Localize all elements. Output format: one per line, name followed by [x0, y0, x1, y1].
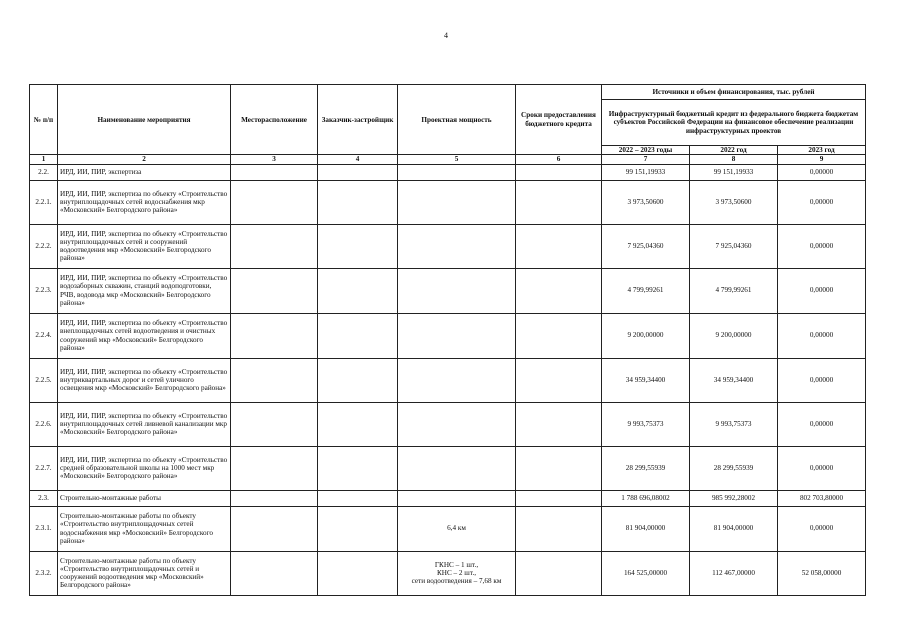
- row-name: ИРД, ИИ, ПИР, экспертиза по объекту «Строительство водозаборных скважин, станций водоподготовки, РЧВ, водовода мкр «Московский» Белгородского района»: [58, 268, 231, 313]
- row-total: 7 925,04360: [602, 224, 690, 268]
- row-terms: [516, 180, 602, 224]
- row-capacity: [398, 358, 516, 402]
- row-number: 2.2.6.: [30, 402, 58, 446]
- row-customer: [318, 358, 398, 402]
- row-total: 34 959,34400: [602, 358, 690, 402]
- row-capacity: [398, 446, 516, 490]
- row-2023: 0,00000: [778, 164, 866, 180]
- row-number: 2.2.5.: [30, 358, 58, 402]
- row-name: ИРД, ИИ, ПИР, экспертиза по объекту «Строительство внутриквартальных дорог и сетей уличного освещения мкр «Московский» Белгородского района»: [58, 358, 231, 402]
- row-terms: [516, 506, 602, 551]
- row-total: 9 993,75373: [602, 402, 690, 446]
- header-terms: Сроки предоставления бюджетного кредита: [516, 85, 602, 155]
- row-location: [231, 358, 318, 402]
- row-location: [231, 224, 318, 268]
- row-location: [231, 164, 318, 180]
- table-row: [30, 164, 866, 180]
- row-number: 2.2.1.: [30, 180, 58, 224]
- row-location: [231, 551, 318, 595]
- page-number: 4: [444, 31, 448, 40]
- row-2022: 112 467,00000: [690, 551, 778, 595]
- row-2023: 0,00000: [778, 402, 866, 446]
- header-credit: Инфраструктурный бюджетный кредит из федерального бюджета бюджетам субъектов Российской Федерации на финансовое обеспечение реализации инфраструктурных проектов: [602, 100, 866, 146]
- column-number: 8: [690, 155, 778, 164]
- row-number: 2.2.: [30, 164, 58, 180]
- table-row: [30, 313, 866, 358]
- table-row: [30, 551, 866, 595]
- row-name: ИРД, ИИ, ПИР, экспертиза по объекту «Строительство внутриплощадочных сетей ливневой канализации мкр «Московский» Белгородского района»: [58, 402, 231, 446]
- header-location: Месторасположение: [231, 85, 318, 155]
- row-terms: [516, 268, 602, 313]
- row-2023: 52 058,00000: [778, 551, 866, 595]
- row-total: 164 525,00000: [602, 551, 690, 595]
- column-number: 9: [778, 155, 866, 164]
- row-customer: [318, 164, 398, 180]
- row-name: Строительно-монтажные работы: [58, 490, 231, 506]
- column-number: 1: [30, 155, 58, 164]
- table-row: [30, 490, 866, 506]
- row-customer: [318, 224, 398, 268]
- row-total: 4 799,99261: [602, 268, 690, 313]
- row-terms: [516, 402, 602, 446]
- row-total: 1 788 696,08002: [602, 490, 690, 506]
- row-capacity: [398, 313, 516, 358]
- row-customer: [318, 446, 398, 490]
- row-number: 2.2.2.: [30, 224, 58, 268]
- row-location: [231, 506, 318, 551]
- row-2023: 802 703,80000: [778, 490, 866, 506]
- row-customer: [318, 402, 398, 446]
- column-number: 2: [58, 155, 231, 164]
- row-2022: 81 904,00000: [690, 506, 778, 551]
- row-2022: 28 299,55939: [690, 446, 778, 490]
- row-customer: [318, 313, 398, 358]
- row-name: ИРД, ИИ, ПИР, экспертиза по объекту «Строительство внутриплощадочных сетей и сооружений водоотведения мкр «Московский» Белгородского района»: [58, 224, 231, 268]
- column-number: 7: [602, 155, 690, 164]
- table-row: [30, 224, 866, 268]
- header-customer: Заказчик-застройщик: [318, 85, 398, 155]
- row-number: 2.2.3.: [30, 268, 58, 313]
- row-2022: 4 799,99261: [690, 268, 778, 313]
- row-2022: 99 151,19933: [690, 164, 778, 180]
- row-2022: 9 993,75373: [690, 402, 778, 446]
- row-number: 2.2.7.: [30, 446, 58, 490]
- row-2023: 0,00000: [778, 224, 866, 268]
- capacity-line: 6,4 км: [447, 524, 466, 533]
- row-capacity: [398, 490, 516, 506]
- capacity-line: КНС – 2 шт.,: [436, 568, 477, 577]
- row-location: [231, 446, 318, 490]
- header-2022: 2022 год: [690, 146, 778, 155]
- row-capacity: [398, 180, 516, 224]
- row-customer: [318, 268, 398, 313]
- row-2023: 0,00000: [778, 180, 866, 224]
- header-sources: Источники и объем финансирования, тыс. рублей: [602, 85, 866, 100]
- row-2023: 0,00000: [778, 268, 866, 313]
- row-total: 9 200,00000: [602, 313, 690, 358]
- header-2023: 2023 год: [778, 146, 866, 155]
- row-number: 2.3.: [30, 490, 58, 506]
- row-capacity: [398, 224, 516, 268]
- row-2022: 7 925,04360: [690, 224, 778, 268]
- row-2023: 0,00000: [778, 313, 866, 358]
- row-2023: 0,00000: [778, 358, 866, 402]
- column-number: 5: [398, 155, 516, 164]
- row-terms: [516, 164, 602, 180]
- row-name: ИРД, ИИ, ПИР, экспертиза: [58, 164, 231, 180]
- table-row: [30, 358, 866, 402]
- capacity-line: ГКНС – 1 шт.,: [434, 560, 479, 569]
- table-body: [30, 164, 866, 595]
- row-terms: [516, 224, 602, 268]
- header-name: Наименование мероприятия: [58, 85, 231, 155]
- row-2023: 0,00000: [778, 506, 866, 551]
- row-customer: [318, 506, 398, 551]
- header-no: № п/п: [30, 85, 58, 155]
- row-customer: [318, 180, 398, 224]
- row-location: [231, 402, 318, 446]
- row-location: [231, 313, 318, 358]
- capacity-line: сети водоотведения – 7,68 км: [411, 577, 502, 586]
- column-number: 6: [516, 155, 602, 164]
- row-capacity: [398, 164, 516, 180]
- row-terms: [516, 490, 602, 506]
- table-row: [30, 506, 866, 551]
- row-capacity: [398, 268, 516, 313]
- row-total: 28 299,55939: [602, 446, 690, 490]
- row-name: ИРД, ИИ, ПИР, экспертиза по объекту «Строительство средней образовательной школы на 1000 мест мкр «Московский» Белгородского района»: [58, 446, 231, 490]
- row-customer: [318, 490, 398, 506]
- row-total: 3 973,50600: [602, 180, 690, 224]
- row-2022: 9 200,00000: [690, 313, 778, 358]
- row-2022: 3 973,50600: [690, 180, 778, 224]
- table-row: [30, 180, 866, 224]
- row-number: 2.3.1.: [30, 506, 58, 551]
- row-name: Строительно-монтажные работы по объекту «Строительство внутриплощадочных сетей и сооружений водоотведения мкр «Московский» Белгородского района»: [58, 551, 231, 595]
- row-terms: [516, 313, 602, 358]
- column-number: 4: [318, 155, 398, 164]
- row-2022: 985 992,28002: [690, 490, 778, 506]
- row-capacity: [398, 551, 516, 595]
- financing-table: [29, 84, 866, 596]
- table-row: [30, 446, 866, 490]
- row-name: ИРД, ИИ, ПИР, экспертиза по объекту «Строительство внутриплощадочных сетей водоснабжения мкр «Московский» Белгородского района»: [58, 180, 231, 224]
- table-row: [30, 268, 866, 313]
- row-name: Строительно-монтажные работы по объекту «Строительство внутриплощадочных сетей водоснабжения мкр «Московский» Белгородского района»: [58, 506, 231, 551]
- row-location: [231, 180, 318, 224]
- row-capacity: [398, 402, 516, 446]
- table-row: [30, 402, 866, 446]
- row-name: ИРД, ИИ, ПИР, экспертиза по объекту «Строительство внеплощадочных сетей водоотведения и очистных сооружений мкр «Московский» Белгородского района»: [58, 313, 231, 358]
- row-2022: 34 959,34400: [690, 358, 778, 402]
- row-total: 81 904,00000: [602, 506, 690, 551]
- column-number: 3: [231, 155, 318, 164]
- row-2023: 0,00000: [778, 446, 866, 490]
- header-capacity: Проектная мощность: [398, 85, 516, 155]
- row-terms: [516, 358, 602, 402]
- row-terms: [516, 551, 602, 595]
- header-2022-2023: 2022 – 2023 годы: [602, 146, 690, 155]
- row-location: [231, 268, 318, 313]
- row-location: [231, 490, 318, 506]
- row-customer: [318, 551, 398, 595]
- row-capacity: [398, 506, 516, 551]
- row-number: 2.2.4.: [30, 313, 58, 358]
- row-number: 2.3.2.: [30, 551, 58, 595]
- row-terms: [516, 446, 602, 490]
- row-total: 99 151,19933: [602, 164, 690, 180]
